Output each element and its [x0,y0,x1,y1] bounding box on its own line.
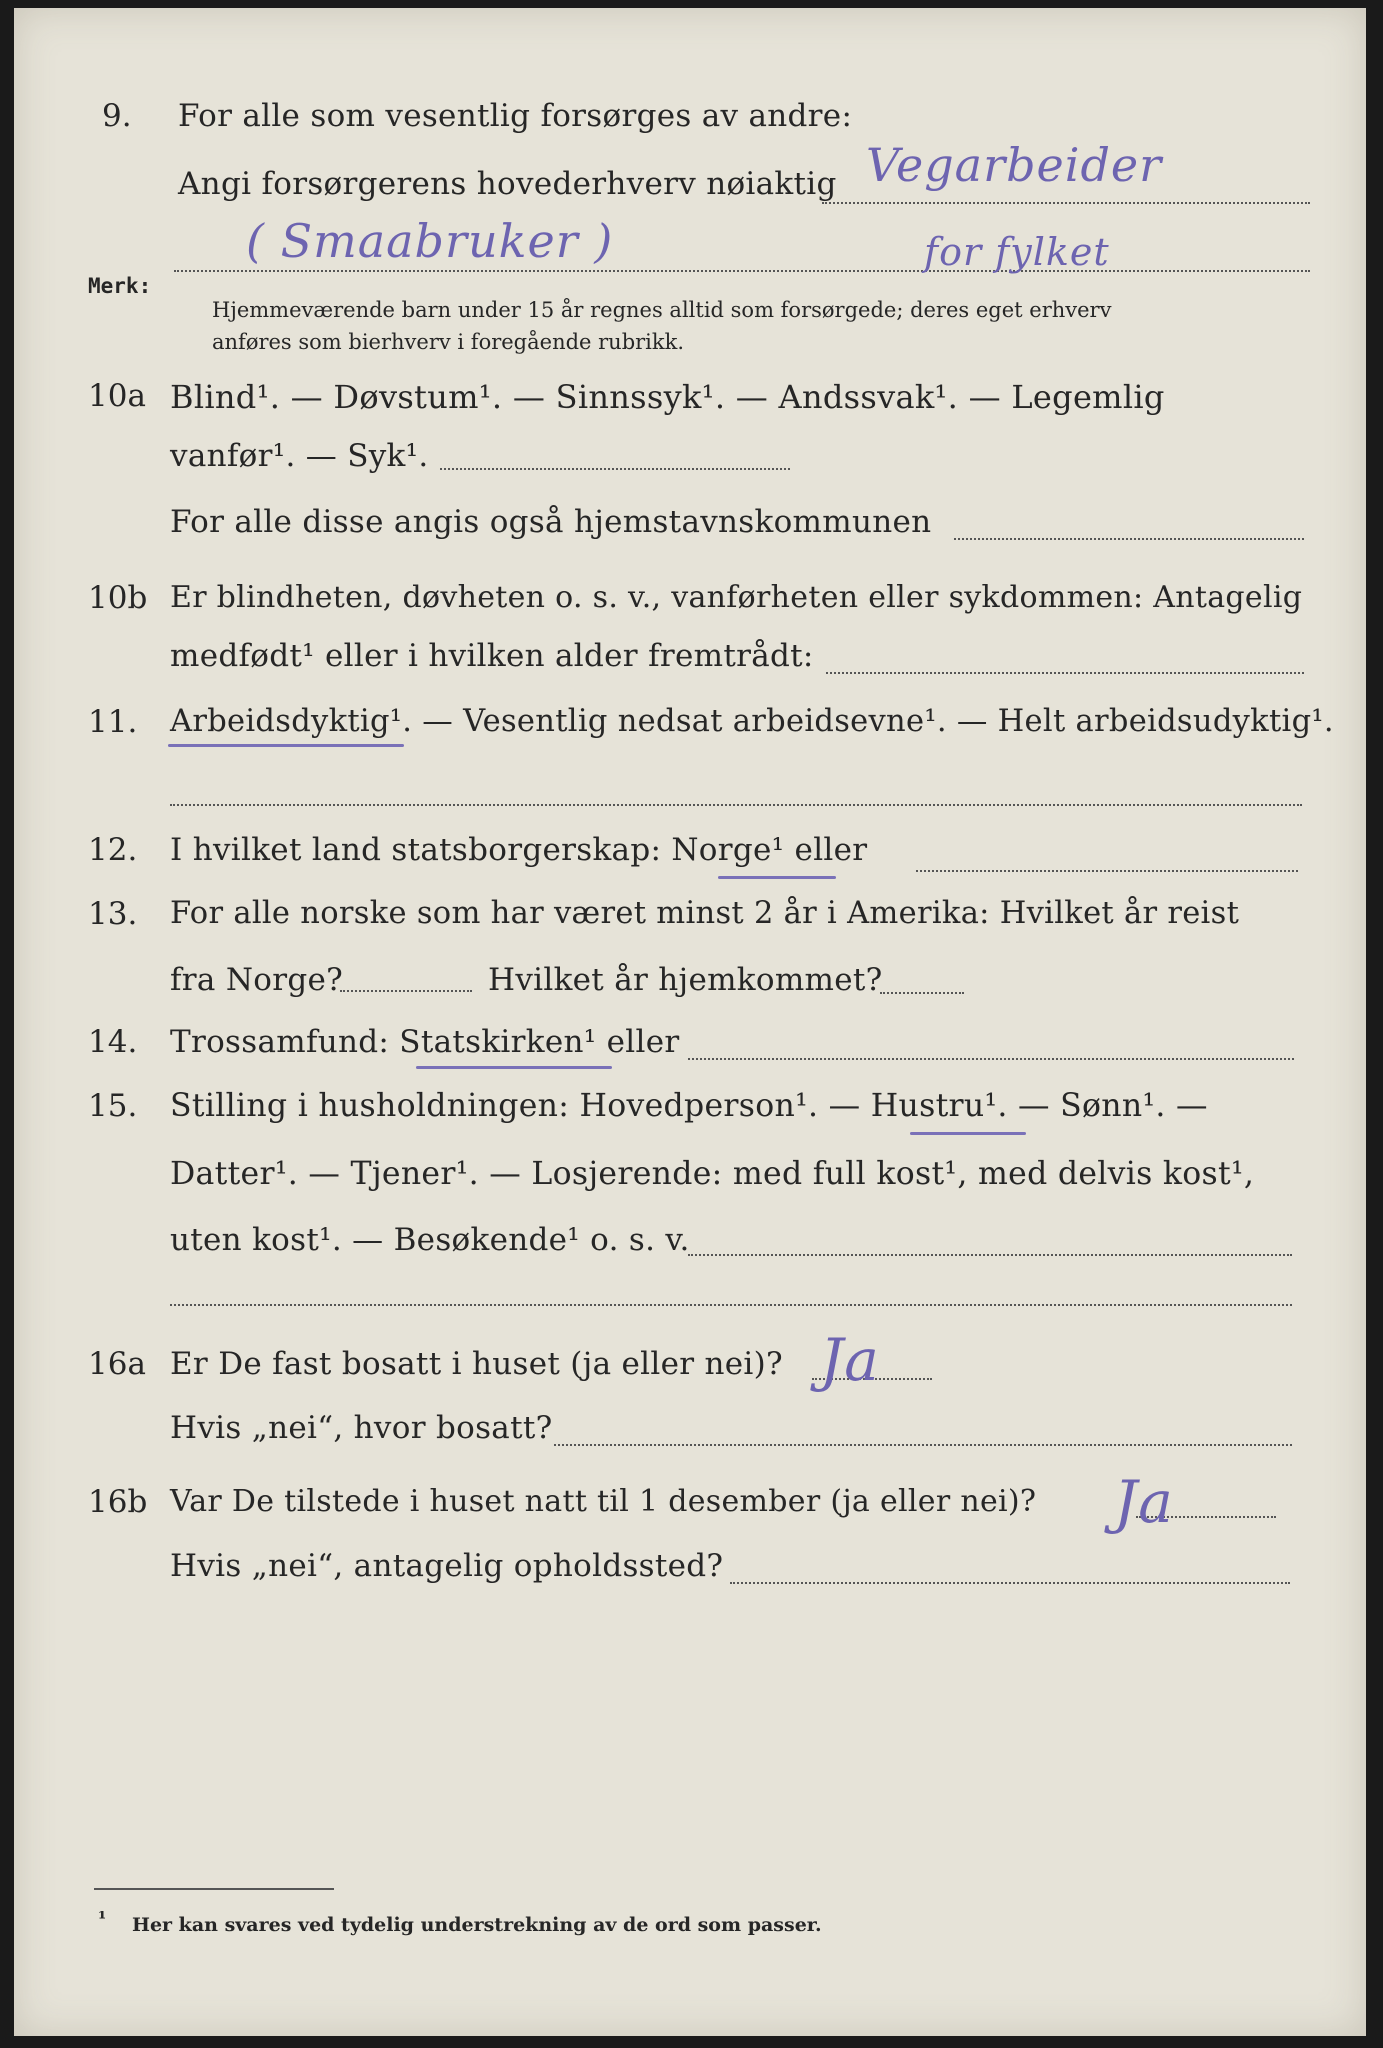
q16a-number: 16a [88,1346,146,1382]
q9-handwritten-occupation: Vegarbeider [866,138,1163,192]
q16a-line2: Hvis „nei“, hvor bosatt? [170,1410,553,1446]
q15-answer-underline [910,1132,1026,1135]
footnote-rule [94,1888,334,1890]
q16b-handwritten-answer: Ja [1114,1468,1174,1536]
q16b-answer-line-2 [730,1582,1290,1584]
q13-answer-line-2 [880,992,964,994]
q16b-line1: Var De tilstede i huset natt til 1 desember (ja eller nei)? [170,1484,1037,1519]
q11-line1: Arbeidsdyktig¹. — Vesentlig nedsat arbeidsevne¹. — Helt arbeidsudyktig¹. [170,704,1334,739]
q16a-handwritten-answer: Ja [820,1326,880,1394]
q13-answer-line-1 [340,990,472,992]
q10a-line3: For alle disse angis også hjemstavnskommunen [170,504,932,540]
q10a-number: 10a [88,378,146,414]
q13-line1: For alle norske som har været minst 2 år i Amerika: Hvilket år reist [170,896,1240,931]
q12-answer-line [916,870,1298,872]
merk-line2: anføres som bierhverv i foregående rubrikk. [212,330,685,354]
q15-answer-line-2 [170,1304,1292,1306]
q9-answer-line-2 [174,270,1310,272]
q15-answer-line-1 [688,1254,1292,1256]
q15-line3: uten kost¹. — Besøkende¹ o. s. v. [170,1222,690,1258]
q16b-line2: Hvis „nei“, antagelig opholdssted? [170,1548,724,1584]
q10b-answer-line [826,672,1304,674]
q16a-line1: Er De fast bosatt i huset (ja eller nei)? [170,1346,783,1382]
q10b-number: 10b [88,580,148,616]
census-form-page [14,8,1366,2036]
q14-answer-underline [416,1066,612,1069]
merk-line1: Hjemmeværende barn under 15 år regnes alltid som forsørgede; deres eget erhverv [212,298,1112,322]
q13-line2a: fra Norge? [170,962,344,998]
q14-number: 14. [88,1024,138,1060]
q9-handwritten-smallholder: ( Smaabruker ) [246,214,614,268]
q12-number: 12. [88,832,138,868]
q14-line1: Trossamfund: Statskirken¹ eller [170,1024,680,1060]
q13-line2b: Hvilket år hjemkommet? [488,962,883,998]
q14-answer-line [688,1058,1294,1060]
merk-label: Merk: [88,274,152,298]
q11-number: 11. [88,704,138,740]
q10a-line2: vanfør¹. — Syk¹. [170,438,429,474]
q16a-answer-line-2 [554,1444,1292,1446]
footnote-mark: ¹ [98,1908,107,1930]
q12-line1: I hvilket land statsborgerskap: Norge¹ eller [170,832,868,868]
q13-number: 13. [88,896,138,932]
q11-answer-line [170,804,1302,806]
q12-answer-underline [718,876,836,879]
q15-line2: Datter¹. — Tjener¹. — Losjerende: med full kost¹, med delvis kost¹, [170,1156,1255,1192]
q15-number: 15. [88,1088,138,1124]
q9-line2: Angi forsørgerens hovederhverv nøiaktig [178,166,837,202]
q9-handwritten-county: for fylket [924,230,1110,274]
q11-answer-underline [168,744,404,747]
q15-line1: Stilling i husholdningen: Hovedperson¹. — Hustru¹. — Sønn¹. — [170,1088,1208,1124]
q9-number: 9. [102,98,132,134]
q10a-line1: Blind¹. — Døvstum¹. — Sinnssyk¹. — Andssvak¹. — Legemlig [170,378,1165,416]
q10a-answer-line-1 [440,468,790,470]
q16b-number: 16b [88,1484,148,1520]
q10b-line1: Er blindheten, døvheten o. s. v., vanførheten eller sykdommen: Antagelig [170,580,1303,615]
q9-line1: For alle som vesentlig forsørges av andre: [178,98,853,134]
q10a-answer-line-2 [954,538,1304,540]
footnote-text: Her kan svares ved tydelig understrekning av de ord som passer. [132,1914,822,1936]
q10b-line2: medfødt¹ eller i hvilken alder fremtrådt: [170,638,814,674]
q9-answer-line-1 [822,202,1310,204]
